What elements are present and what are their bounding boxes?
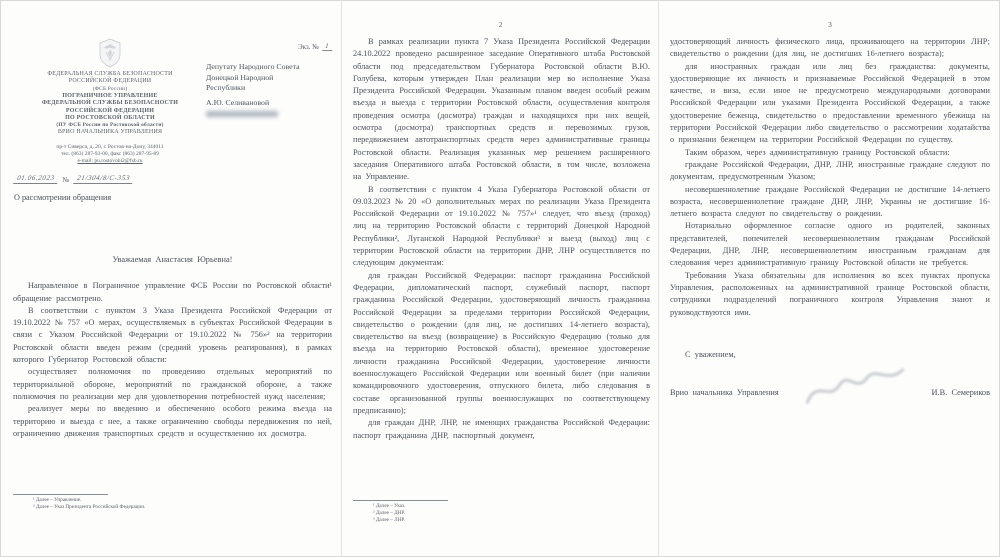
subject-line: О рассмотрении обращения (14, 193, 112, 203)
body-paragraph: удостоверяющий личность физического лица, проживающего на территории ЛНР; свидетельство о рождении (для лиц, не достигших 16-летнего возраста); (670, 37, 990, 59)
contact-line: пр-т Сиверса, д. 20, г. Ростов-на-Дону, 344011 (56, 143, 164, 150)
body-paragraph: Нотариально оформленное согласие одного из родителей, законных представителей, попечителей несовершеннолетним гражданам Российской Федерации, ДНР, ЛНР, несовершеннолетним иностранным гражданам для следования через административную границу Ростовской области не требуется. (670, 221, 990, 268)
fsb-emblem-icon (98, 38, 122, 68)
addressee-block (206, 62, 336, 117)
addressee-name: А.Ю. Селивановой (206, 97, 270, 107)
body-paragraph: В соответствии с пунктом 3 Указа Президента Российской Федерации от 19.10.2022 № 757 «О мерах, осуществляемых в субъектах Российской Федерации в связи с Указом Российской Федерации от 19.10.2022 № 756»² на территории Ростовской области введен режим (средний уровень реагирования), в рамках которого Губернатор Ростовской области: (13, 305, 332, 365)
letterhead-line: РОССИЙСКОЙ ФЕДЕРАЦИИ (65, 107, 155, 114)
reference-line (14, 174, 206, 184)
letterhead-line: ФЕДЕРАЛЬНОЙ СЛУЖБЫ БЕЗОПАСНОСТИ (41, 100, 179, 107)
contact-block (14, 144, 206, 166)
body-paragraph: для граждан Российской Федерации: паспорт гражданина Российской Федерации, дипломатический паспорт, служебный паспорт, паспорт гражданина Российской Федерации, удостоверяющий личность гражданина Российской Федерации за пределами территории Российской Федерации, свидетельство о рождении (для лиц, не достигших 14-летнего возраста), свидетельство на въезд (возвращение) в Российскую Федерацию (только для въезда на территорию Ростовской области), временное удостоверение личности гражданина Российской Федерации, удостоверение личности военнослужащего Российской Федерации или военный билет (при наличии командировочного удостоверения, отпускного билета, либо следования в составе организованной группы военнослужащих по соответствующему предписанию); (353, 270, 650, 415)
ref-number-label: № (62, 176, 70, 185)
letterhead-line: ПО РОСТОВСКОЙ ОБЛАСТИ (65, 115, 155, 122)
footnote: ² Далее – ДНР. (373, 509, 405, 516)
letterhead-line: ПОГРАНИЧНОЕ УПРАВЛЕНИЕ (62, 92, 158, 99)
body-paragraph: граждане Российской Федерации, ДНР, ЛНР, иностранные граждане следуют по документам, предусмотренным Указом; (670, 159, 990, 182)
closing: С уважением, (685, 349, 736, 359)
body-paragraph: несовершеннолетние граждане Российской Федерации не достигшие 14-летнего возраста, несовершеннолетние граждане ДНР, ЛНР, Украины не достигшие 16-летнего возраста следуют по свидетельству о рождении. (670, 184, 990, 219)
page-3-body (670, 36, 990, 403)
signature-position: Врио начальника Управления (670, 387, 779, 397)
body-paragraph: Таким образом, через административную границу Ростовской области: (685, 147, 950, 157)
redacted-email (206, 111, 278, 117)
ref-number-handwritten: 21/304/8/С-353 (73, 174, 133, 184)
page-3 (658, 0, 1000, 557)
footnote: ² Далее – Указ Президента Российской Федерации. (33, 503, 146, 510)
page-1-body (13, 254, 332, 440)
body-paragraph: Направленное в Пограничное управление ФСБ России по Ростовской области¹ обращение рассмотрено. (13, 281, 332, 303)
signature-name: И.В. Семериков (931, 387, 990, 397)
addressee-line: Донецкой Народной (206, 72, 274, 82)
page-1-footnotes (13, 494, 243, 511)
footnote-rule (353, 500, 448, 501)
page-2-footnotes (353, 500, 583, 523)
salutation: Уважаемая Анастасия Юрьевна! (112, 255, 233, 264)
body-paragraph: Требования Указа обязательны для исполнения во всех пунктах пропуска Управления, расположенных на административной границе Ростовской области, сотрудники подразделений пограничного контроля Управления знают и руководствуются ими. (670, 270, 990, 317)
body-paragraph: В рамках реализации пункта 7 Указа Президента Российской Федерации 24.10.2022 проведено расширенное заседание Оперативного штаба Ростовской области под председательством Губернатора Ростовской области В.Ю. Голубева, которым утвержден План реализации мер во исполнение Указа Президента Российской Федерации. Указанным планом введен особый режим въезда и выезда с территории Ростовской области, осуществления контроля проведения осмотра (досмотра) граждан и находящихся при них вещей, осмотра (досмотра) транспортных средств и перевозимых грузов, передвижением автотранспортных средств через административные границы Ростовской области. Реализация указанных мер решением расширенного заседания Оперативного штаба Ростовской области, в том числе, возложена на Управление. (353, 37, 650, 182)
signature-row (670, 383, 990, 403)
contact-line: тел. (863) 287-93-00, факс (863) 287-95-89 (61, 151, 159, 158)
exemplar-label: Экз. № (298, 43, 319, 51)
footnote-rule (13, 494, 108, 495)
addressee-line: Депутату Народного Совета (206, 62, 300, 71)
page-2 (341, 0, 659, 557)
contact-email: e-mail: pu.rostovobl2@fsb.ru (77, 158, 143, 165)
page-number: 2 (498, 20, 503, 29)
page-1 (0, 0, 341, 557)
letterhead-post-line: ВРИО НАЧАЛЬНИКА УПРАВЛЕНИЯ (57, 129, 163, 136)
addressee-line: Республики (206, 83, 246, 93)
exemplar-note (298, 42, 333, 51)
body-paragraph: для иностранных граждан или лиц без гражданства: документы, удостоверяющие их личность и признаваемые Российской Федерацией в этом качестве, и виза, если иное не предусмотрено международными договорами Российской Федерации или указами Президента Российской Федерации, а также удостоверение беженца, свидетельство о предоставлении временного убежища на территории Российской Федерации либо свидетельство о рассмотрении ходатайства о признании беженцем на территории Российской Федерации по существу. (670, 61, 990, 145)
page-number: 3 (828, 20, 832, 29)
body-paragraph: В соответствии с пунктом 4 Указа Губернатора Ростовской области от 09.03.2023 № 20 «О дополнительных мерах по реализации Указа Президента Российской Федерации от 19.10.2022 № 757»¹ следует, что въезд (проход) лиц на территорию Ростовской области с территорий Донецкой Народной Республики², Луганской Народной Республики³ и выезд (выход) лиц с территории Ростовской области на территории ДНР, ЛНР осуществляется по следующим документам: (353, 184, 650, 268)
letterhead (14, 38, 206, 202)
letterhead-line: (ПУ ФСБ России по Ростовской области) (56, 122, 164, 129)
footnote: ¹ Далее – Указ. (373, 503, 406, 509)
ref-date-handwritten: 01.06.2023 (13, 174, 58, 184)
footnote: ³ Далее – ЛНР. (373, 516, 405, 523)
body-paragraph: реализует меры по введению и обеспечению особого режима въезда на территорию и выезда с нее, а также ограничению свободы передвижения по ней, ограничению движения транспортных средств и осуществлению их досмотра. (13, 404, 332, 438)
letterhead-line: (ФСБ России) (92, 85, 128, 92)
letterhead-line: ФЕДЕРАЛЬНАЯ СЛУЖБА БЕЗОПАСНОСТИ (47, 71, 173, 77)
signature-scribble (799, 363, 912, 408)
body-paragraph: осуществляет полномочия по проведению отдельных мероприятий по территориальной обороне, мероприятий по гражданской обороне, а также полномочия по реализации мер для удовлетворения потребностей нужд населения; (13, 367, 332, 401)
page-2-body (353, 36, 650, 442)
body-paragraph: для граждан ДНР, ЛНР, не имеющих гражданства Российской Федерации: паспорт гражданина ДНР, паспортный документ, (353, 418, 650, 440)
footnote: ¹ Далее – Управление. (33, 497, 82, 503)
exemplar-number-handwritten: 1 (322, 42, 334, 51)
letterhead-line: РОССИЙСКОЙ ФЕДЕРАЦИИ (68, 78, 152, 85)
